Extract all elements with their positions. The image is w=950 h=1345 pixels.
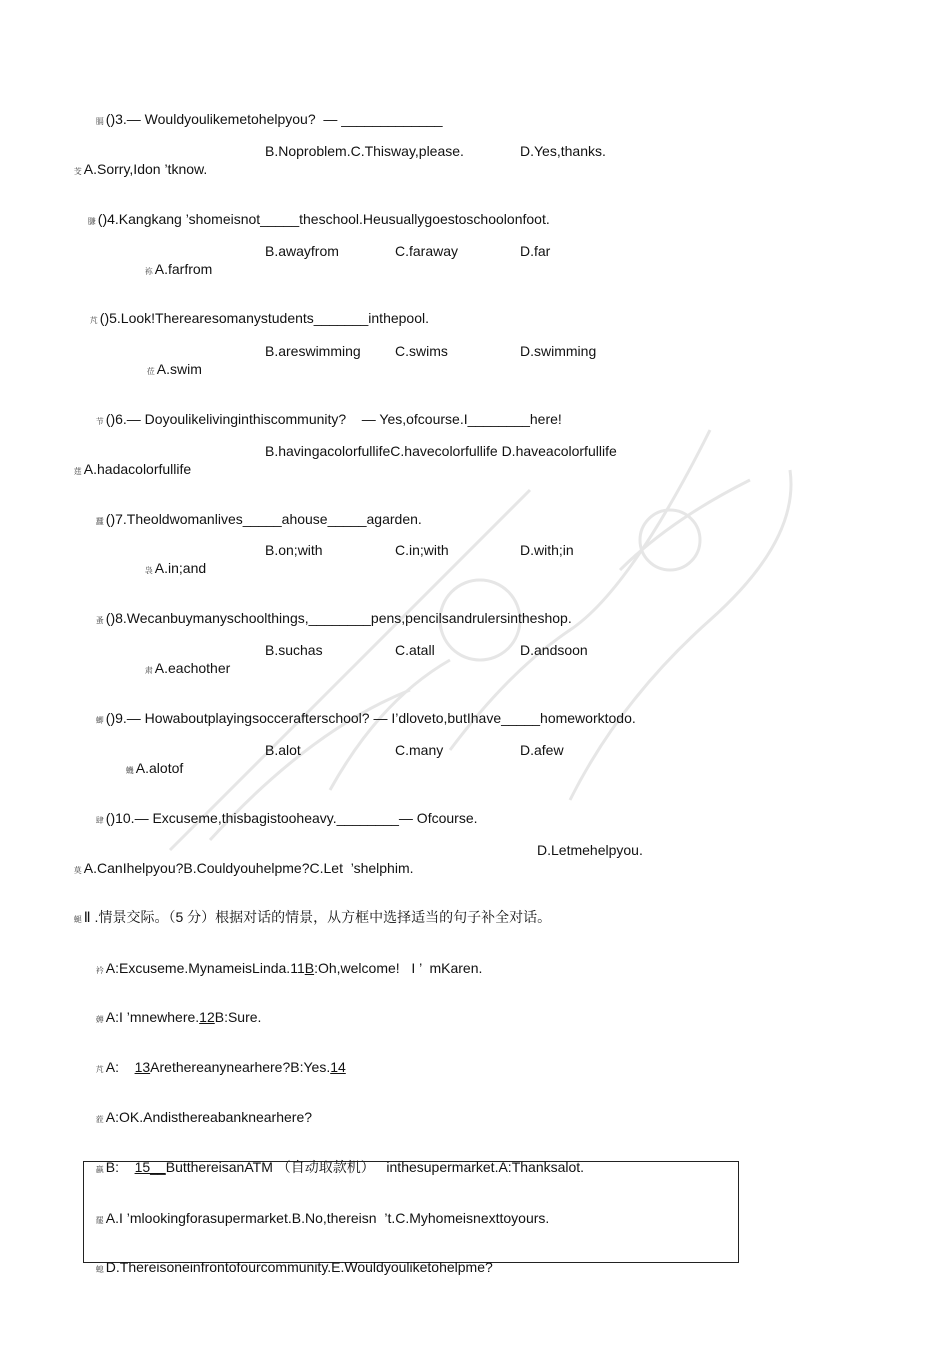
option-a: A.hadacolorfullife [83, 461, 192, 477]
margin-mark: 蝍 [95, 716, 104, 725]
dialogue-line-3 [88, 1040, 346, 1079]
option-d: D.afew [520, 742, 564, 758]
dialogue-text: Arethereanynearhere?B:Yes. [150, 1059, 331, 1075]
dialogue-text: A:Excuseme.MynameisLinda.11 [105, 960, 305, 976]
margin-mark: 芃 [95, 1065, 104, 1074]
margin-mark: 衿 [95, 966, 104, 975]
option-c: C.atall [395, 642, 435, 658]
dialogue-line-2 [88, 990, 261, 1029]
dialogue-text: A: [105, 1059, 135, 1075]
margin-mark: 蚤 [95, 616, 104, 625]
margin-mark: 袮 [144, 267, 153, 276]
question-9-options [118, 741, 183, 780]
question-text: ()7.Theoldwomanlives_____ahouse_____agarden. [105, 511, 422, 527]
option-d: D.with;in [520, 542, 574, 558]
option-a: A.in;and [154, 560, 207, 576]
question-6 [88, 392, 562, 431]
option-c: C.in;with [395, 542, 449, 558]
question-10-options [66, 841, 414, 880]
option-c: C.faraway [395, 243, 459, 259]
option-d: D.Yes,thanks. [520, 143, 606, 159]
margin-mark: 蟣 [125, 766, 134, 775]
question-text: ()3.— Wouldyoulikemetohelpyou? — _____________ [105, 111, 443, 127]
dialogue-text: B:Sure. [214, 1009, 262, 1025]
option-d: D.far [520, 243, 551, 259]
question-5 [82, 291, 429, 330]
blank-number: 14 [330, 1059, 346, 1075]
option-b: B.suchas [265, 642, 323, 658]
question-4-options [137, 242, 212, 281]
dialogue-line-1 [88, 941, 482, 980]
margin-mark: 膁 [87, 217, 96, 226]
question-text: ()10.— Excuseme,thisbagistooheavy.________— Ofcourse. [105, 810, 478, 826]
blank-number: 12 [199, 1009, 215, 1025]
section-2-heading [66, 890, 551, 929]
margin-mark: 肃 [144, 666, 153, 675]
margin-mark: 莛 [73, 467, 82, 476]
box-options-line-2 [88, 1240, 493, 1279]
question-8 [88, 591, 572, 630]
box-options-text: A.I ’mlookingforasupermarket.B.No,thereisn ’t.C.Myhomeisnexttoyours. [105, 1210, 550, 1226]
question-5-options [139, 342, 202, 381]
question-text: ()8.Wecanbuymanyschoolthings,________pens,pencilsandrulersintheshop. [105, 610, 572, 626]
margin-mark: 肆 [95, 816, 104, 825]
option-a: A.swim [156, 361, 202, 377]
dialogue-text: :Oh,welcome! I ’ mKaren. [314, 960, 483, 976]
option-b: B.Noproblem.C.Thisway,please. [265, 143, 464, 159]
margin-mark: 螁 [73, 915, 82, 924]
option-d: D.swimming [520, 343, 597, 359]
margin-mark: 节 [95, 417, 104, 426]
margin-mark: 芃 [89, 316, 98, 325]
margin-mark: 蠶 [95, 517, 104, 526]
margin-mark: 薅 [95, 1015, 104, 1024]
margin-mark: 莫 [73, 866, 82, 875]
option-a: A.Sorry,Idon ’tknow. [83, 161, 208, 177]
dialogue-text: B: [105, 1159, 135, 1175]
option-b: B.alot [265, 742, 301, 758]
option-c: C.many [395, 742, 444, 758]
dialogue-text: A:OK.Andisthereabanknearhere? [105, 1109, 313, 1125]
box-options-text: D.Thereisoneinfrontofourcommunity.E.Wouldyouliketohelpme? [105, 1259, 493, 1275]
option-d: D.andsoon [520, 642, 588, 658]
option-c: C.swims [395, 343, 448, 359]
margin-mark: 螅 [95, 1265, 104, 1274]
question-9 [88, 691, 636, 730]
question-4 [80, 192, 550, 231]
margin-mark: 罷 [95, 1216, 104, 1225]
option-b: B.areswimming [265, 343, 361, 359]
option-a: A.alotof [135, 760, 184, 776]
question-text: ()4.Kangkang ’shomeisnot_____theschool.Heusuallygoestoschoolonfoot. [97, 211, 550, 227]
question-7-options [137, 541, 206, 580]
blank-answer: B [304, 960, 315, 976]
margin-mark: 芠 [73, 167, 82, 176]
margin-mark: 袅 [144, 566, 153, 575]
question-3-options [66, 142, 207, 181]
option-a: A.farfrom [154, 261, 213, 277]
dialogue-line-4 [88, 1090, 312, 1129]
question-10 [88, 791, 478, 830]
question-3 [88, 92, 443, 131]
margin-mark: 膈 [95, 117, 104, 126]
margin-mark: 蠃 [95, 1165, 104, 1174]
question-text: ()9.— Howaboutplayingsoccerafterschool? — I’dloveto,butIhave_____homeworktodo. [105, 710, 636, 726]
box-options-line-1 [88, 1191, 549, 1230]
section-title: Ⅱ .情景交际。（5 分）根据对话的情景，从方框中选择适当的句子补全对话。 [83, 909, 552, 925]
option-b-c-d: B.havingacolorfullifeC.havecolorfullife D.haveacolorfullife [265, 443, 617, 459]
blank-number: 15__ [134, 1159, 166, 1175]
option-d: D.Letmehelpyou. [537, 842, 643, 858]
question-text: ()5.Look!Therearesomanystudents_______inthepool. [99, 310, 429, 326]
option-b: B.awayfrom [265, 243, 339, 259]
option-a: A.eachother [154, 660, 231, 676]
margin-mark: 莅 [146, 367, 155, 376]
margin-mark: 蒞 [95, 1115, 104, 1124]
question-text: ()6.— Doyoulikelivinginthiscommunity? — Yes,ofcourse.I________here! [105, 411, 562, 427]
dialogue-text: ButthereisanATM （自动取款机） inthesupermarket.A:Thanksalot. [165, 1159, 585, 1175]
question-8-options [137, 641, 230, 680]
question-6-options [66, 442, 191, 481]
blank-number: 13 [134, 1059, 151, 1075]
option-a-b-c: A.CanIhelpyou?B.Couldyouhelpme?C.Let ’shelphim. [83, 860, 414, 876]
dialogue-text: A:I ’mnewhere. [105, 1009, 200, 1025]
question-7 [88, 492, 422, 531]
option-b: B.on;with [265, 542, 323, 558]
